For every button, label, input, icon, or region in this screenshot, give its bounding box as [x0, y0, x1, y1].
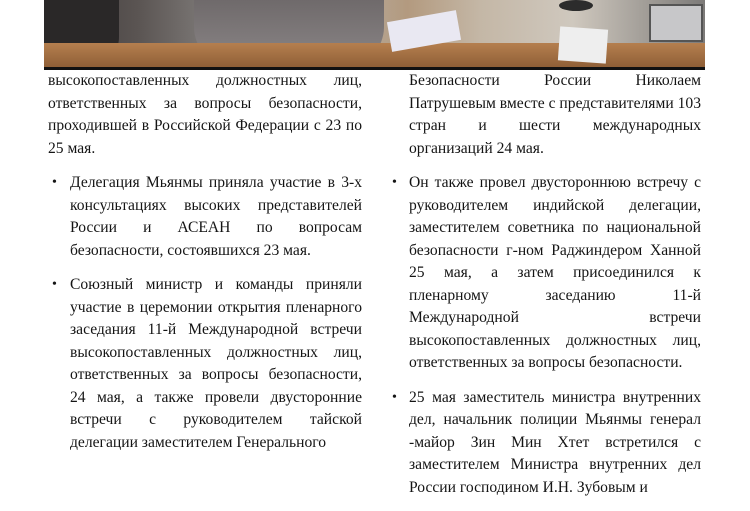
microphone-shape: [559, 0, 593, 11]
bullet-item: • Союзный министр и команды приняли участие в церемонии открытия пленарного заседания 11-й Международной встречи высокопоставленных должностных лиц, ответственных за вопросы безопасности, 24 мая, а также провели двусторонние встречи с руководителем тайской делегации заместителем Генерального: [48, 274, 362, 454]
bullet-item: • Делегация Мьянмы приняла участие в 3-х консультациях высоких представителей России и АСЕАН по вопросам безопасности, состоявшихся 23 мая.: [48, 172, 362, 262]
bullet-item: • 25 мая заместитель министра внутренних дел, начальник полиции Мьянмы генерал -майор Зин Мин Хтет встретился с заместителем Министра внутренних дел России господином И.Н. Зубовым и: [409, 387, 701, 500]
header-photo: [44, 0, 705, 70]
paper-shape: [558, 26, 608, 63]
laptop-shape: [649, 4, 703, 42]
right-bullet-list: [409, 172, 701, 499]
bullet-item: • Он также провел двустороннюю встречу с руководителем индийской делегации, заместителем советника по национальной безопасности г-ном Раджиндером Ханной 25 мая, а затем присоединился к пленарному заседанию 11-й Международной встречи высокопоставленных должностных лиц, ответственных за вопросы безопасности.: [409, 172, 701, 375]
right-column: [409, 70, 701, 511]
left-column: [48, 70, 362, 466]
left-intro-paragraph: высокопоставленных должностных лиц, ответственных за вопросы безопасности, проходившей в Российской Федерации с 23 по 25 мая.: [48, 72, 362, 157]
right-intro-paragraph: Безопасности России Николаем Патрушевым вместе с представителями 103 стран и шести международных организаций 24 мая.: [409, 72, 701, 157]
left-bullet-list: [48, 172, 362, 454]
